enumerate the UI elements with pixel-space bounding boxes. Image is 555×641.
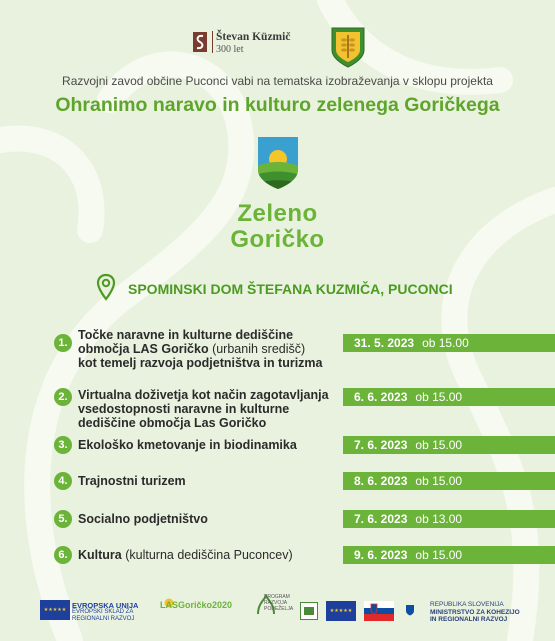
session-number: 6. xyxy=(54,546,72,564)
session-date-bar: 9. 6. 2023 ob 15.00 xyxy=(343,546,555,564)
ministry-crest-icon xyxy=(405,604,415,616)
session-number: 4. xyxy=(54,472,72,490)
eu-flag-icon: ★★★★★ xyxy=(326,601,356,621)
header-logos xyxy=(0,26,555,70)
ministry-label: REPUBLIKA SLOVENIJA MINISTRSTVO ZA KOHEZIJO IN REGIONALNI RAZVOJ xyxy=(430,601,520,623)
municipality-crest-icon xyxy=(330,26,366,68)
session-title: Ekološko kmetovanje in biodinamika xyxy=(78,438,297,452)
session-date-bar: 7. 6. 2023 ob 13.00 xyxy=(343,510,555,528)
kuzmic-logo-icon xyxy=(193,32,207,52)
program-label: PROGRAM RAZVOJA PODEŽELJA xyxy=(264,594,294,612)
location-text: SPOMINSKI DOM ŠTEFANA KUZMIČA, PUCONCI xyxy=(128,281,453,297)
session-number: 5. xyxy=(54,510,72,528)
las-goricko-logo: LASGoričko2020 xyxy=(160,600,233,610)
eu-label: EVROPSKA UNIJA EVROPSKI SKLAD ZA REGIONALNI RAZVOJ xyxy=(72,601,139,622)
brand-word-2: Goričko xyxy=(230,226,325,253)
partner-years: 300 let xyxy=(216,44,244,55)
eu-flag-icon: ★★★★★ xyxy=(40,600,70,620)
session-title: Socialno podjetništvo xyxy=(78,512,208,526)
session-date-bar: 31. 5. 2023 ob 15.00 xyxy=(343,334,555,352)
session-title: Točke naravne in kulturne dediščine območja LAS Goričko (urbanih središč) kot temelj razvoja podjetništva in turizma xyxy=(78,328,323,370)
session-number: 2. xyxy=(54,388,72,406)
session-date-bar: 7. 6. 2023 ob 15.00 xyxy=(343,436,555,454)
session-date-bar: 6. 6. 2023 ob 15.00 xyxy=(343,388,555,406)
session-title: Virtualna doživetja kot način zagotavljanja vsedostopnosti naravne in kulturne dediščine območja Las Goričko xyxy=(78,388,329,430)
zeleno-goricko-logo-icon xyxy=(253,132,303,192)
intro-text: Razvojni zavod občine Puconci vabi na tematska izobraževanja v sklopu projekta xyxy=(62,74,493,88)
kuzmic-divider xyxy=(212,31,213,53)
session-date-bar: 8. 6. 2023 ob 15.00 xyxy=(343,472,555,490)
session-title: Kultura (kulturna dediščina Puconcev) xyxy=(78,548,293,562)
brand-word-1: Zeleno xyxy=(237,200,318,227)
leader-logo-icon xyxy=(300,602,318,620)
session-number: 1. xyxy=(54,334,72,352)
session-title: Trajnostni turizem xyxy=(78,474,186,488)
page-title: Ohranimo naravo in kulturo zelenega Goričkega xyxy=(55,94,500,116)
session-number: 3. xyxy=(54,436,72,454)
map-pin-icon xyxy=(96,273,116,301)
footer-logos xyxy=(0,588,555,641)
slovenia-flag-icon xyxy=(364,601,394,621)
partner-name: Števan Küzmič xyxy=(216,31,291,43)
